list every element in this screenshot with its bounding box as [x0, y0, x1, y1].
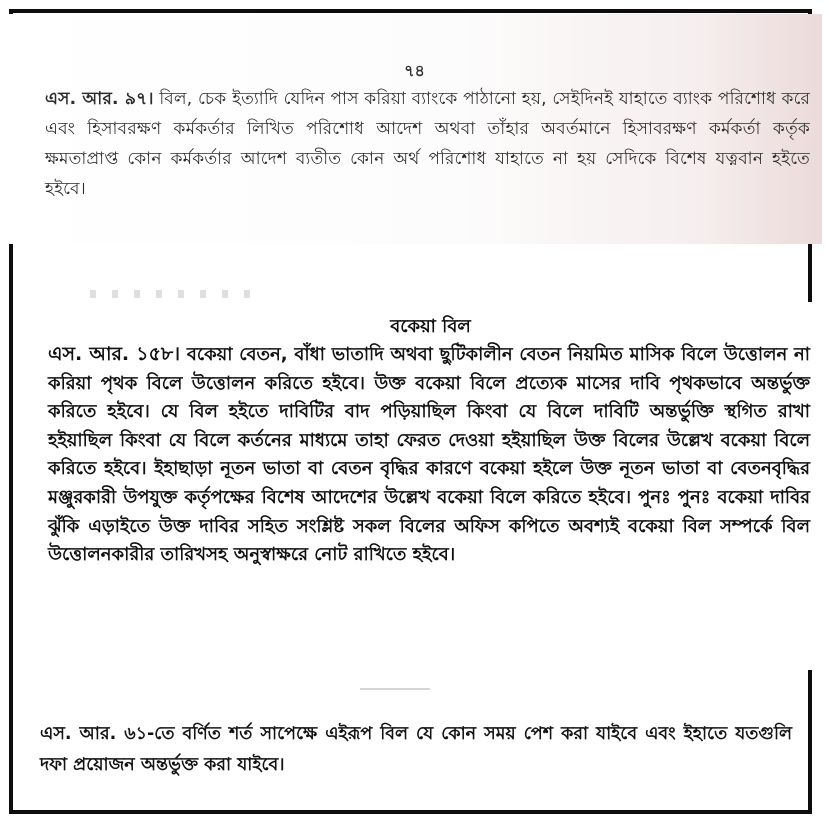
- clipping-bottom: [38, 697, 803, 795]
- rule-158-paragraph: [48, 340, 810, 570]
- rule-97-text: বিল, চেক ইত্যাদি যেদিন পাস করিয়া ব্যাংকে পাঠানো হয়, সেইদিনই যাহাতে ব্যাংক পরিশোধ করে এবং হিসাবরক্ষণ কর্মকর্তার লিখিত পরিশোধ আদেশ অথবা তাঁহার অবর্তমানে হিসাবরক্ষণ কর্মকর্তা কর্তৃক ক্ষমতাপ্রাপ্ত কোন কর্মকর্তার আদেশ ব্যতীত কোন অর্থ পরিশোধ যাহাতে না হয় সেদিকে বিশেষ যত্নবান হইতে হইবে।: [45, 89, 810, 199]
- page-number: ৭৪: [404, 61, 425, 80]
- divider-mark: [360, 688, 430, 690]
- section-heading: বকেয়া বিল: [390, 316, 471, 337]
- clipping-top: [7, 14, 822, 244]
- clipping-middle: [43, 302, 818, 670]
- rule-reference: এস. আর. ৯৭।: [45, 89, 154, 109]
- bleed-through-mark: [90, 290, 250, 298]
- rule-reference: এস. আর. ১৫৮।: [48, 343, 181, 365]
- rule-158-text: বকেয়া বেতন, বাঁধা ভাতাদি অথবা ছুটিকালীন বেতন নিয়মিত মাসিক বিলে উত্তোলন না করিয়া পৃথক বিলে উত্তোলন করিতে হইবে। উক্ত বকেয়া বিলে প্রত্যেক মাসের দাবি পৃথকভাবে অন্তর্ভুক্ত করিতে হইবে। যে বিল হইতে দাবিটির বাদ পড়িয়াছিল কিংবা যে বিলে দাবিটি অন্তর্ভুক্তি স্থগিত রাখা হইয়াছিল কিংবা যে বিলে কর্তনের মাধ্যমে তাহা ফেরত দেওয়া হইয়াছিল উক্ত বিলের উল্লেখ বকেয়া বিলে করিতে হইবে। ইহাছাড়া নূতন ভাতা বা বেতন বৃদ্ধির কারণে বকেয়া হইলে উক্ত নূতন ভাতা বা বেতনবৃদ্ধির মঞ্জুরকারী উপযুক্ত কর্তৃপক্ষের বিশেষ আদেশের উল্লেখ বকেয়া বিলে করিতে হইবে। পুনঃ পুনঃ বকেয়া দাবির ঝুঁকি এড়াইতে উক্ত দাবির সহিত সংশ্লিষ্ট সকল বিলের অফিস কপিতে অবশ্যই বকেয়া বিল সম্পর্কে বিল উত্তোলনকারীর তারিখসহ অনুস্বাক্ষরে নোট রাখিতে হইবে।: [48, 344, 810, 566]
- rule-61-paragraph: এস. আর. ৬১-তে বর্ণিত শর্ত সাপেক্ষে এইরূপ বিল যে কোন সময় পেশ করা যাইবে এবং ইহাতে যতগুলি দফা প্রয়োজন অন্তর্ভুক্ত করা যাইবে।: [40, 724, 792, 775]
- rule-97-paragraph: [45, 84, 810, 204]
